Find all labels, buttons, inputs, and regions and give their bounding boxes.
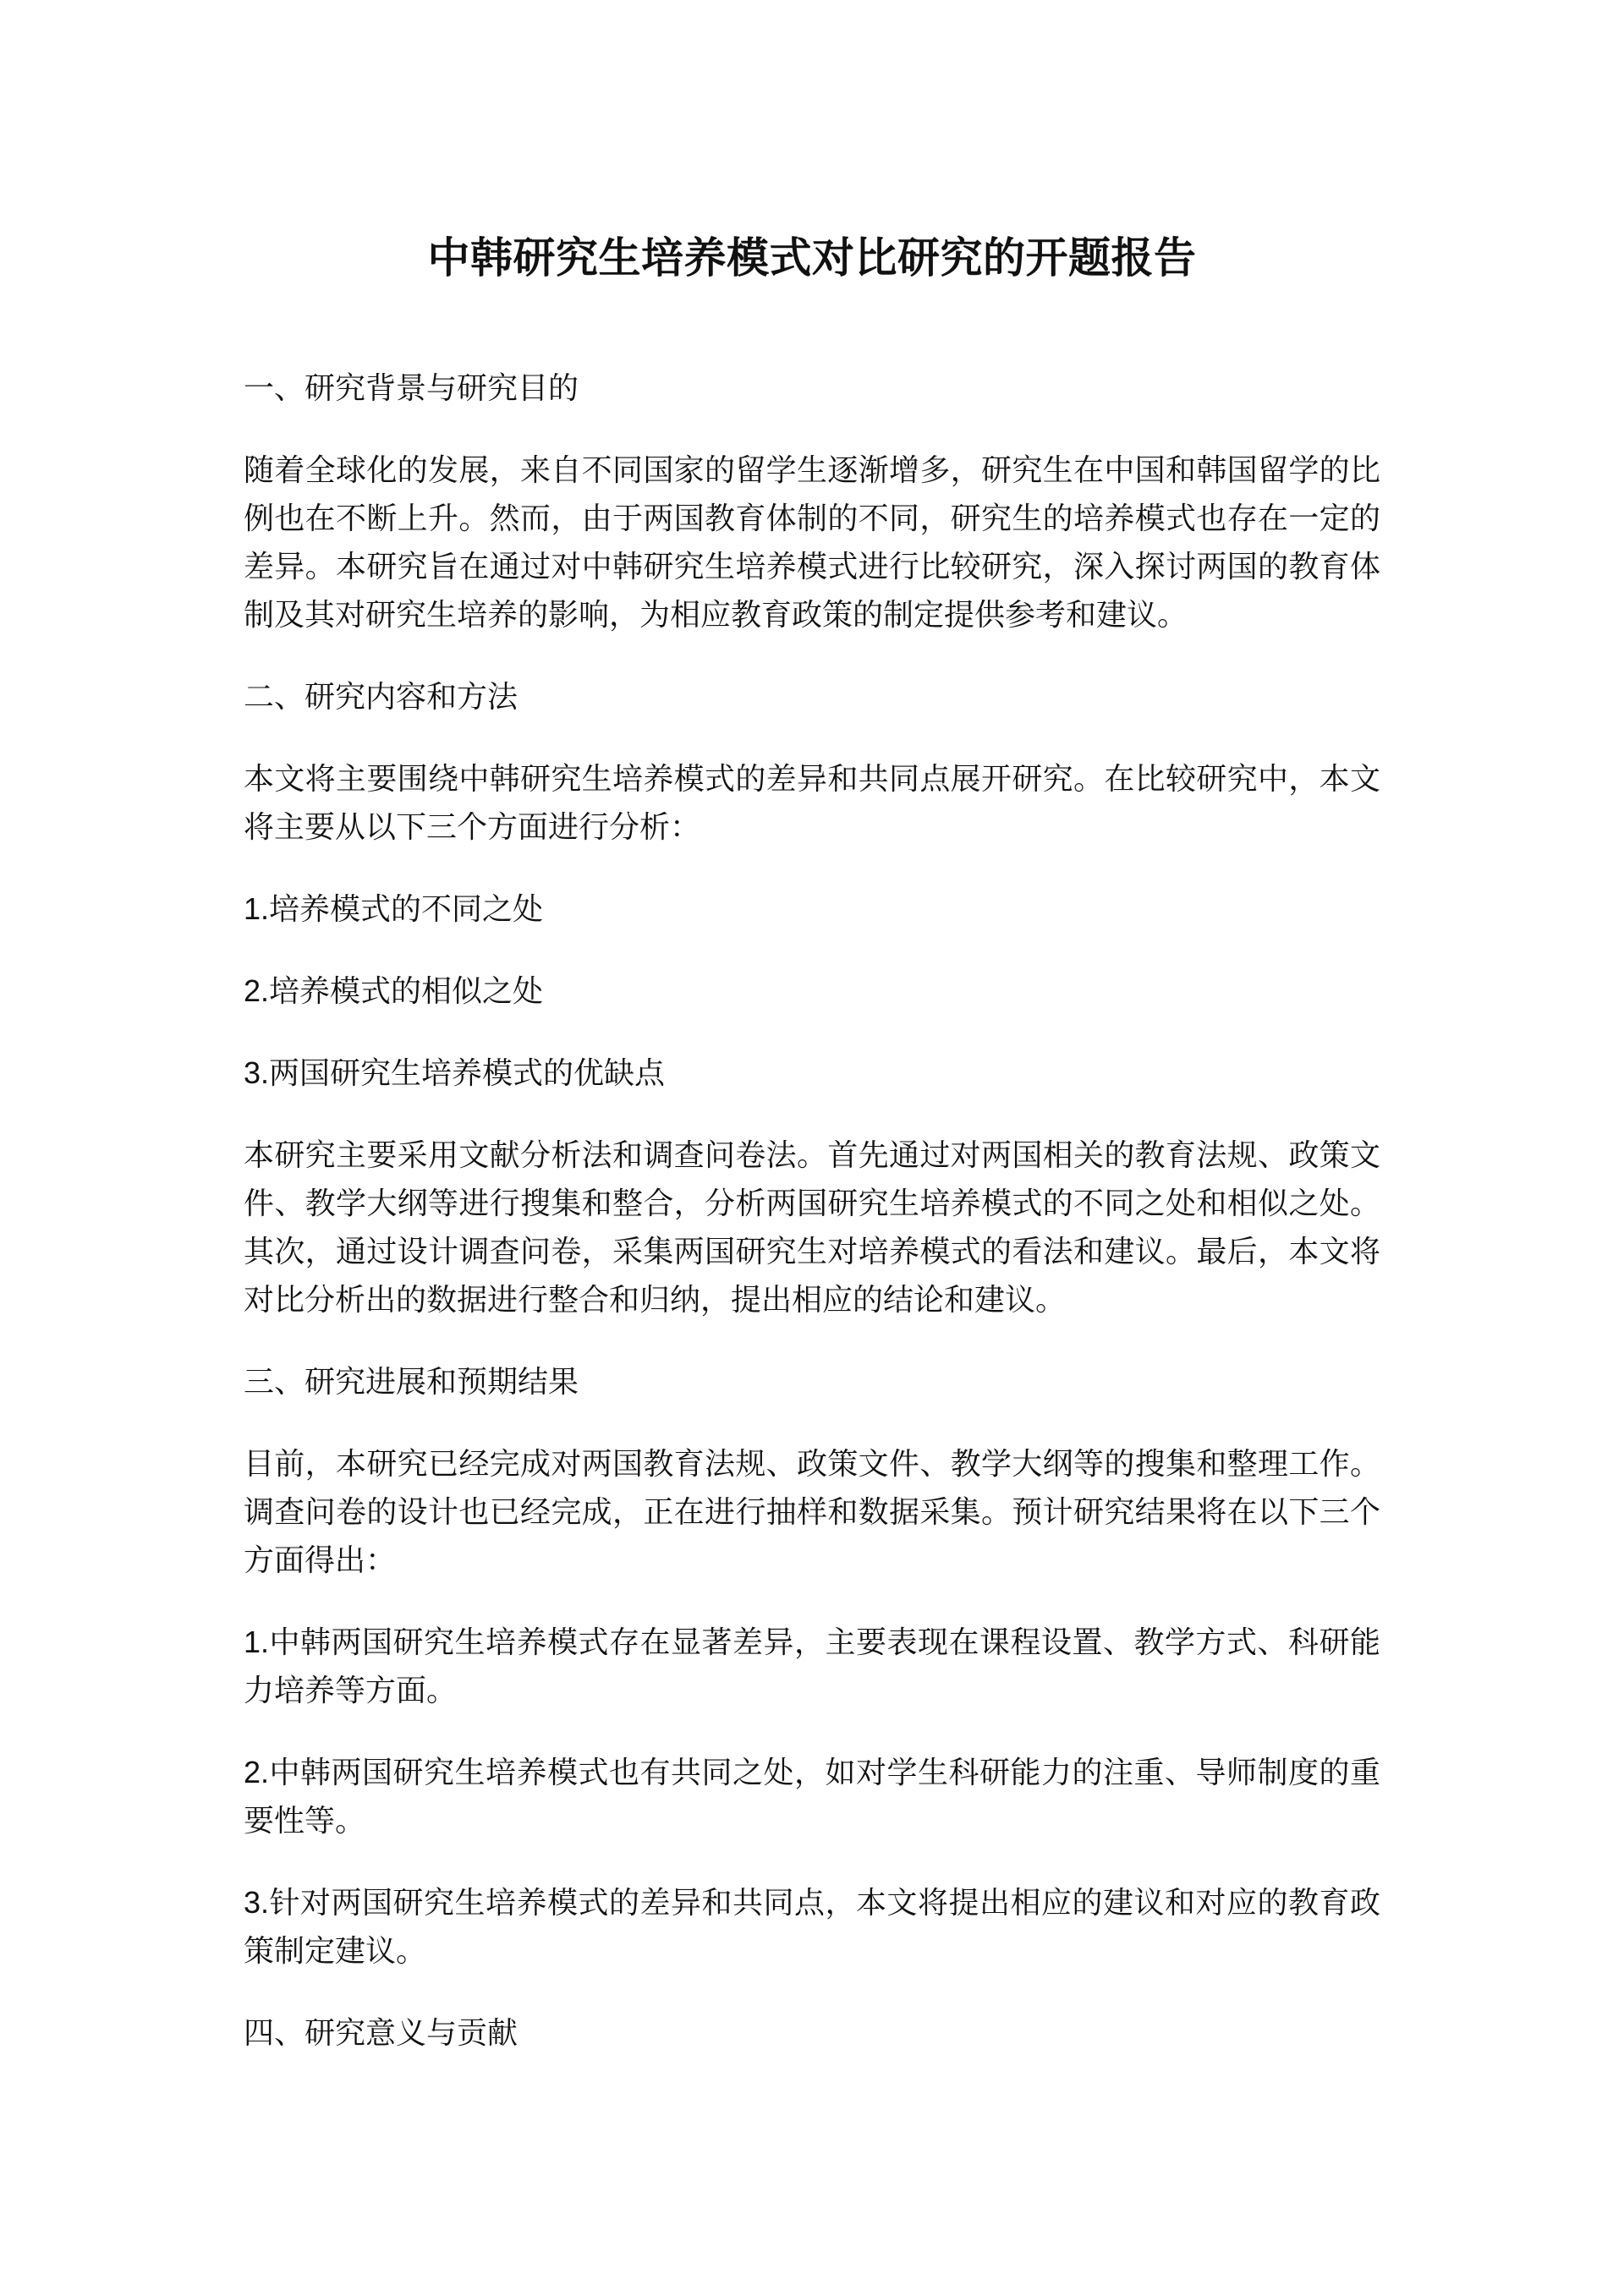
body-paragraph: 本研究主要采用文献分析法和调查问卷法。首先通过对两国相关的教育法规、政策文件、教学大纲等进行搜集和整合，分析两国研究生培养模式的不同之处和相似之处。其次，通过设计调查问卷，采集两国研究生对培养模式的看法和建议。最后，本文将对比分析出的数据进行整合和归纳，提出相应的结论和建议。 xyxy=(244,1137,1380,1317)
body-paragraph: 随着全球化的发展，来自不同国家的留学生逐渐增多，研究生在中国和韩国留学的比例也在不断上升。然而，由于两国教育体制的不同，研究生的培养模式也存在一定的差异。本研究旨在通过对中韩研究生培养模式进行比较研究，深入探讨两国的教育体制及其对研究生培养的影响，为相应教育政策的制定提供参考和建议。 xyxy=(244,452,1380,632)
list-item: 2.中韩两国研究生培养模式也有共同之处，如对学生科研能力的注重、导师制度的重要性等。 xyxy=(244,1755,1380,1838)
list-item: 1.培养模式的不同之处 xyxy=(244,891,544,926)
body-paragraph: 本文将主要围绕中韩研究生培养模式的差异和共同点展开研究。在比较研究中，本文将主要从以下三个方面进行分析： xyxy=(244,761,1380,844)
list-item: 2.培养模式的相似之处 xyxy=(244,973,544,1008)
document-title: 中韩研究生培养模式对比研究的开题报告 xyxy=(427,234,1197,282)
list-item: 1.中韩两国研究生培养模式存在显著差异，主要表现在课程设置、教学方式、科研能力培养等方面。 xyxy=(244,1625,1380,1707)
section-heading-2: 二、研究内容和方法 xyxy=(244,679,518,714)
section-heading-4: 四、研究意义与贡献 xyxy=(244,2015,518,2050)
section-heading-1: 一、研究背景与研究目的 xyxy=(244,370,579,405)
list-item: 3.针对两国研究生培养模式的差异和共同点，本文将提出相应的建议和对应的教育政策制定建议。 xyxy=(244,1885,1380,1968)
section-heading-3: 三、研究进展和预期结果 xyxy=(244,1364,579,1399)
list-item: 3.两国研究生培养模式的优缺点 xyxy=(244,1055,666,1090)
body-paragraph: 目前，本研究已经完成对两国教育法规、政策文件、教学大纲等的搜集和整理工作。调查问卷的设计也已经完成，正在进行抽样和数据采集。预计研究结果将在以下三个方面得出： xyxy=(244,1446,1380,1577)
